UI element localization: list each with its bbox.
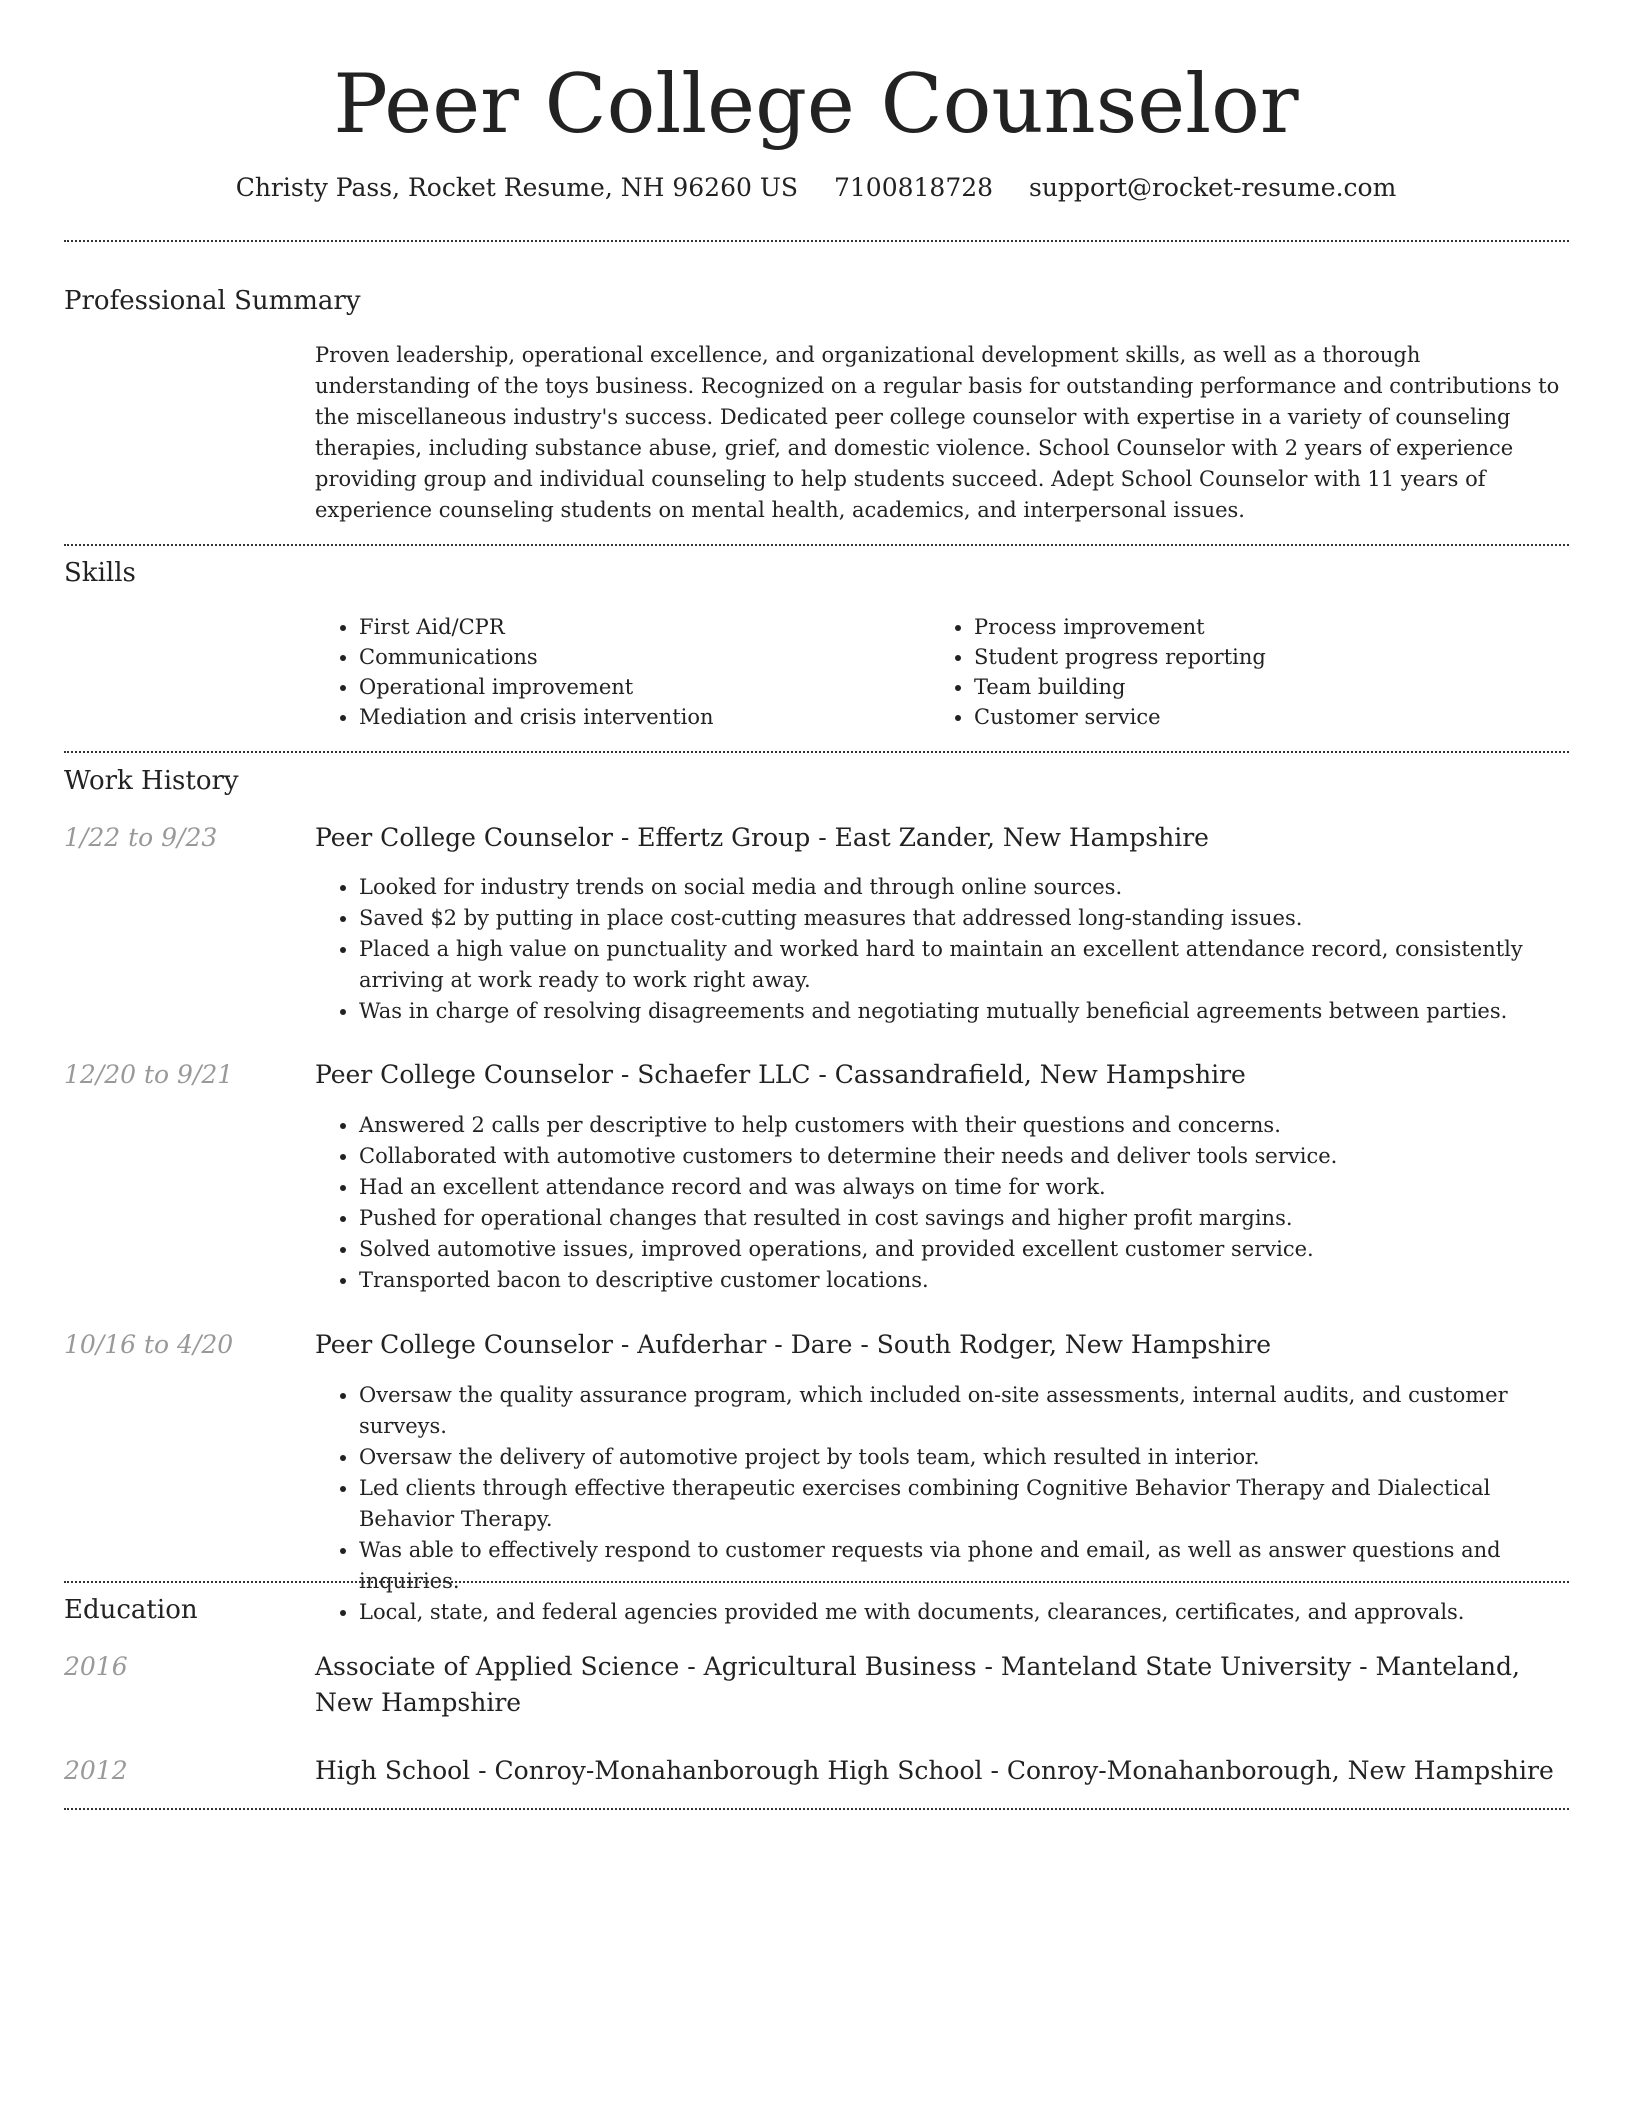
job-details: - Schaefer LLC - Cassandrafield, New Hampshire [612,1060,1246,1089]
contact-address: Christy Pass, Rocket Resume, NH 96260 US [235,173,799,202]
list-item: • Placed a high value on punctuality and worked hard to maintain an excellent attendance record, consistently arriving at work ready to work right away. [359,934,1567,996]
job-title: Peer College Counselor [315,1060,613,1089]
divider [64,544,1569,546]
job-details: - Aufderhar - Dare - South Rodger, New Hampshire [612,1330,1271,1359]
list-item: • Had an excellent attendance record and was always on time for work. [359,1172,1567,1203]
divider [64,240,1569,242]
resume-title: Peer College Counselor [333,58,1299,152]
list-item: • Transported bacon to descriptive customer locations. [359,1265,1567,1296]
job-title: Peer College Counselor [315,1330,613,1359]
skill-item: • First Aid/CPR [359,612,915,642]
job-heading [315,820,1567,856]
list-item: • Looked for industry trends on social media and through online sources. [359,872,1567,903]
list-item: • Oversaw the quality assurance program, which included on-site assessments, internal audits, and customer surveys. [359,1380,1567,1442]
education-heading [315,1753,1567,1789]
section-title-work: Work History [64,766,239,796]
list-item: • Local, state, and federal agencies provided me with documents, clearances, certificates, and approvals. [359,1597,1567,1628]
divider [64,751,1569,753]
list-item: • Oversaw the delivery of automotive project by tools team, which resulted in interior. [359,1442,1567,1473]
contact-phone: 7100818728 [833,173,994,202]
job-dates: 1/22 to 9/23 [64,823,218,852]
summary-text-block [315,340,1567,526]
education-details: - Conroy-Monahanborough High School - Conroy-Monahanborough, New Hampshire [470,1756,1554,1785]
job-dates: 12/20 to 9/21 [64,1060,234,1089]
summary-text: Proven leadership, operational excellence, and organizational development skills, as well as a thorough understanding of the toys business. Recognized on a regular basis for outstanding performance and contributions to the miscellaneous industry's success. Dedicated peer college counselor with expertise in a variety of counseling therapies, including substance abuse, grief, and domestic violence. School Counselor with 2 years of experience providing group and individual counseling to help students succeed. Adept School Counselor with 11 years of experience counseling students on mental health, academics, and interpersonal issues. [315,343,1560,522]
skill-item: • Student progress reporting [974,642,1530,672]
skill-item: • Process improvement [974,612,1530,642]
job-title: Peer College Counselor [315,823,613,852]
divider [64,1808,1569,1810]
education-degree: Associate of Applied Science - Agricultural Business [315,1652,977,1681]
section-title-education: Education [64,1595,198,1625]
education-year: 2012 [64,1756,128,1785]
job-bullets [315,872,1567,1027]
list-item: • Pushed for operational changes that resulted in cost savings and higher profit margins. [359,1203,1567,1234]
skill-item: • Mediation and crisis intervention [359,702,915,732]
job-bullets [315,1110,1567,1296]
education-heading [315,1649,1567,1721]
education-degree: High School [315,1756,471,1785]
job-dates: 10/16 to 4/20 [64,1330,234,1359]
job-heading [315,1057,1567,1093]
list-item: • Was in charge of resolving disagreements and negotiating mutually beneficial agreements between parties. [359,996,1567,1027]
job-bullets [315,1380,1567,1628]
divider [64,1581,1569,1583]
contact-email: support@rocket-resume.com [1029,173,1397,202]
skills-list-left [315,612,915,732]
education-details: - Manteland State University - Manteland, New Hampshire [315,1652,1520,1717]
skill-item: • Customer service [974,702,1530,732]
section-title-summary: Professional Summary [64,286,361,316]
education-year: 2016 [64,1652,128,1681]
skill-item: • Communications [359,642,915,672]
contact-line [0,168,1632,208]
list-item: • Solved automotive issues, improved operations, and provided excellent customer service. [359,1234,1567,1265]
section-title-skills: Skills [64,558,136,588]
list-item: • Collaborated with automotive customers to determine their needs and deliver tools service. [359,1141,1567,1172]
list-item: • Saved $2 by putting in place cost-cutting measures that addressed long-standing issues. [359,903,1567,934]
skills-list-right [930,612,1530,732]
job-heading [315,1327,1567,1363]
skill-item: • Operational improvement [359,672,915,702]
job-details: - Effertz Group - East Zander, New Hampshire [612,823,1209,852]
list-item: • Led clients through effective therapeutic exercises combining Cognitive Behavior Therapy and Dialectical Behavior Therapy. [359,1473,1567,1535]
list-item: • Was able to effectively respond to customer requests via phone and email, as well as answer questions and inquiries. [359,1535,1567,1597]
skill-item: • Team building [974,672,1530,702]
list-item: • Answered 2 calls per descriptive to help customers with their questions and concerns. [359,1110,1567,1141]
